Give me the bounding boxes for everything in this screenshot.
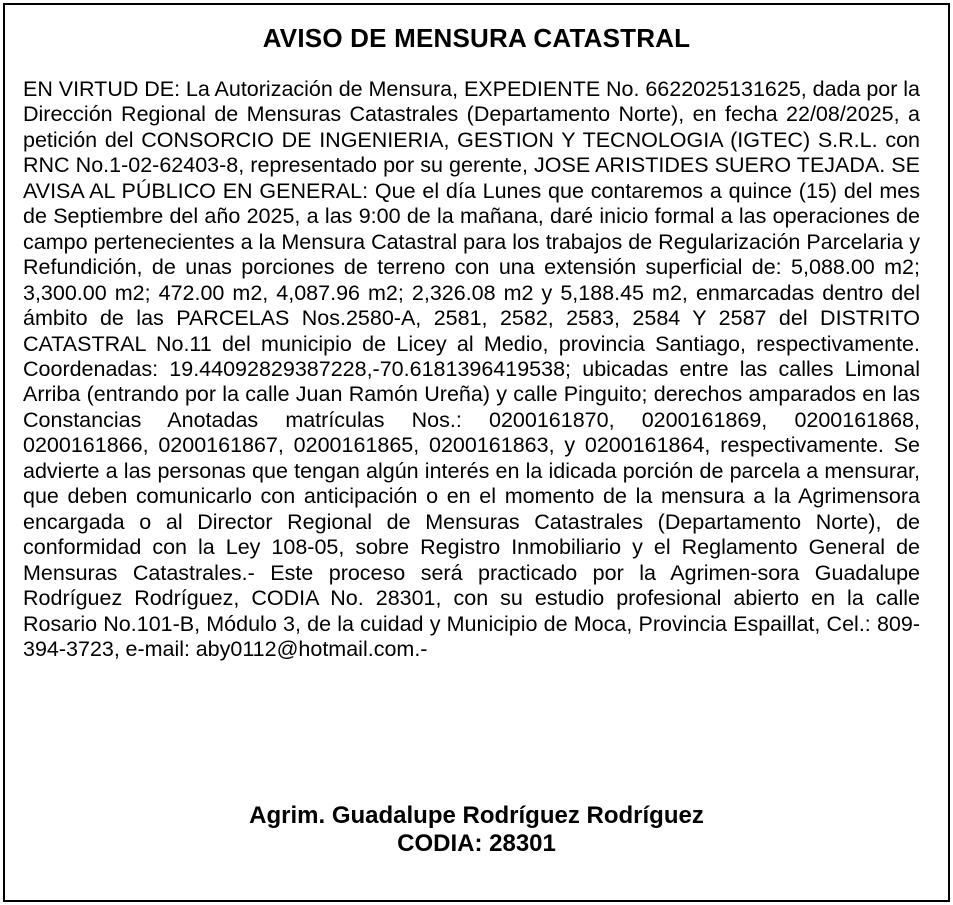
signature-name: Agrim. Guadalupe Rodríguez Rodríguez xyxy=(249,802,704,829)
signature-block xyxy=(0,802,953,858)
notice-body: EN VIRTUD DE: La Autorización de Mensura, EXPEDIENTE No. 6622025131625, dada por la Dirección Regional de Mensuras Catastrales (Departamento Norte), en fecha 22/08/2025, a petición del CONSORCIO DE INGENIERIA, GESTION Y TECNOLOGIA (IGTEC) S.R.L. con RNC No.1-02-62403-8, representado por su gerente, JOSE ARISTIDES SUERO TEJADA. SE AVISA AL PÚBLICO EN GENERAL: Que el día Lunes que contaremos a quince (15) del mes de Septiembre del año 2025, a las 9:00 de la mañana, daré inicio formal a las operaciones de campo pertenecientes a la Mensura Catastral para los trabajos de Regularización Parcelaria y Refundición, de unas porciones de terreno con una extensión superficial de: 5,088.00 m2; 3,300.00 m2; 472.00 m2, 4,087.96 m2; 2,326.08 m2 y 5,188.45 m2, enmarcadas dentro del ámbito de las PARCELAS Nos.2580-A, 2581, 2582, 2583, 2584 Y 2587 del DISTRITO CATASTRAL No.11 del municipio de Licey al Medio, provincia Santiago, respectivamente. Coordenadas: 19.44092829387228,-70.6181396419538; ubicadas entre las calles Limonal Arriba (entrando por la calle Juan Ramón Ureña) y calle Pinguito; derechos amparados en las Constancias Anotadas matrículas Nos.: 0200161870, 0200161869, 0200161868, 0200161866, 0200161867, 0200161865, 0200161863, y 0200161864, respectivamente. Se advierte a las personas que tengan algún interés en la idicada porción de parcela a mensurar, que deben comunicarlo con anticipación o en el momento de la mensura a la Agrimensora encargada o al Director Regional de Mensuras Catastrales (Departamento Norte), de conformidad con la Ley 108-05, sobre Registro Inmobiliario y el Reglamento General de Mensuras Catastrales.- Este proceso será practicado por la Agrimen-sora Guadalupe Rodríguez Rodríguez, CODIA No. 28301, con su estudio profesional abierto en la calle Rosario No.101-B, Módulo 3, de la cuidad y Municipio de Moca, Provincia Espaillat, Cel.: 809-394-3723, e-mail: aby0112@hotmail.com.- xyxy=(23,77,920,661)
notice-title: AVISO DE MENSURA CATASTRAL xyxy=(262,23,691,53)
signature-codia: CODIA: 28301 xyxy=(397,830,556,857)
